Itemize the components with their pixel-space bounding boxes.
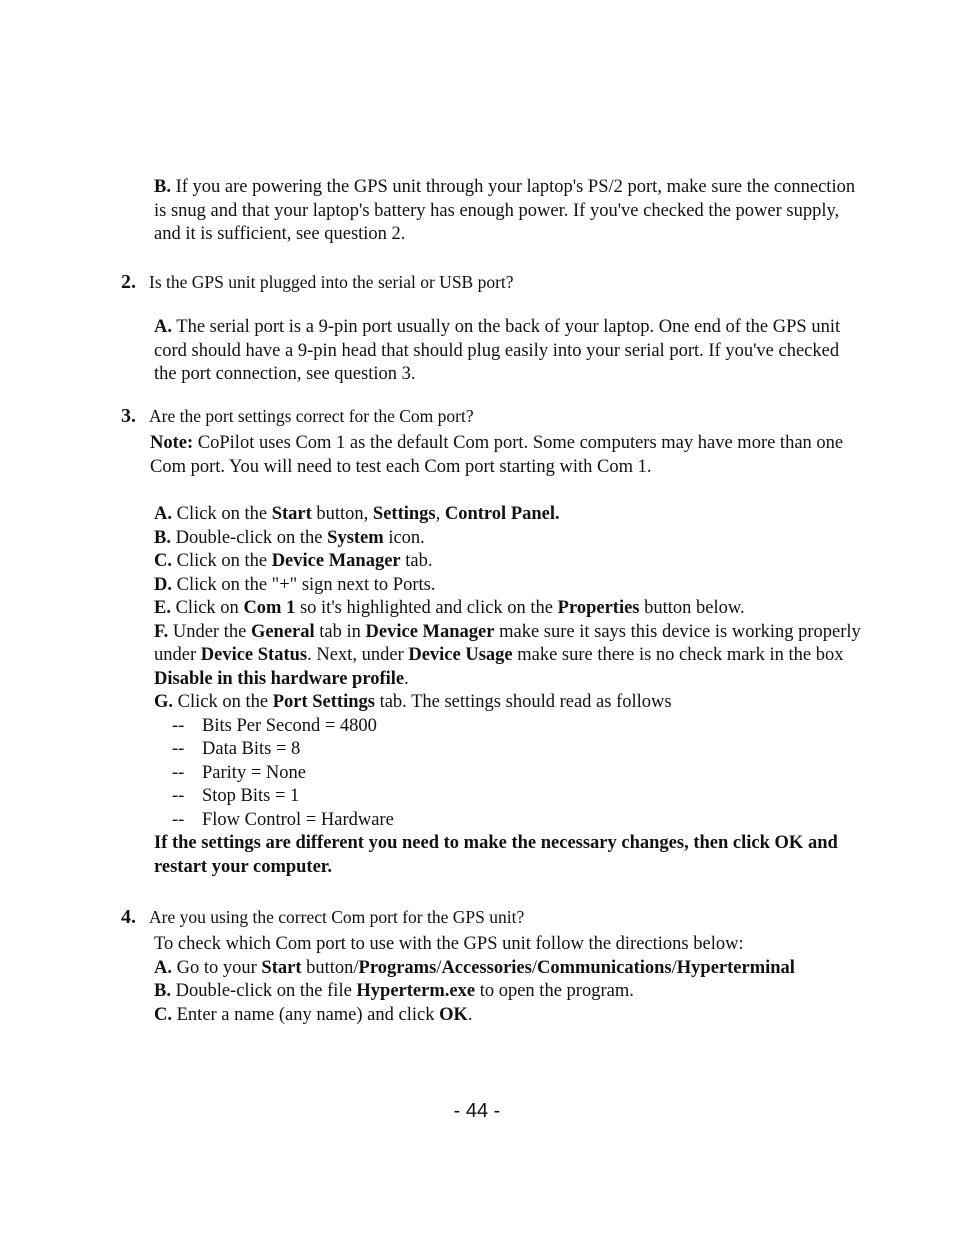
question-4-text: Are you using the correct Com port for the GPS unit?	[149, 907, 525, 927]
step-a: A. Click on the Start button, Settings, Control Panel.	[154, 504, 560, 524]
question-2-text: Is the GPS unit plugged into the serial or USB port?	[149, 272, 514, 292]
step-c: C. Click on the Device Manager tab.	[154, 551, 433, 571]
step-e: E. Click on Com 1 so it's highlighted and click on the Properties button below.	[154, 598, 745, 618]
question-3	[121, 405, 861, 430]
settings-list-item: -- Parity = None	[172, 762, 306, 783]
q4-step-a: A. Go to your Start button/Programs/Accessories/Communications/Hyperterminal	[154, 957, 795, 978]
question-2-answer	[154, 316, 864, 387]
settings-list	[154, 715, 864, 833]
question-4-steps	[154, 933, 864, 1027]
settings-list-item: -- Flow Control = Hardware	[172, 809, 394, 830]
step-g: G. Click on the Port Settings tab. The settings should read as follows	[154, 692, 672, 712]
question-2	[121, 271, 861, 296]
question-3-number: 3.	[121, 405, 136, 427]
question-3-text: Are the port settings correct for the Com port?	[149, 406, 474, 426]
q2-a-label: A.	[154, 317, 172, 337]
q4-step-b: B. Double-click on the file Hyperterm.exe to open the program.	[154, 981, 634, 1001]
q4-intro: To check which Com port to use with the GPS unit follow the directions below:	[154, 934, 744, 954]
step-f: F. Under the General tab in Device Manager make sure it says this device is working properly under Device Status. Next, under Device Usage make sure there is no check mark in the box Disable in this hardware profile.	[154, 621, 861, 689]
q3-note-text: CoPilot uses Com 1 as the default Com port. Some computers may have more than one Com port. You will need to test each Com port starting with Com 1.	[150, 433, 844, 477]
intro-paragraph	[154, 176, 864, 247]
settings-list-item: -- Stop Bits = 1	[172, 786, 300, 806]
settings-list-item: -- Data Bits = 8	[172, 739, 301, 759]
q2-a-text: The serial port is a 9-pin port usually on the back of your laptop. One end of the GPS unit cord should have a 9-pin head that should plug easily into your serial port. If you've checked the port connection, see question 3.	[154, 317, 841, 384]
page-number: - 44 -	[453, 1100, 501, 1122]
settings-list-item: -- Bits Per Second = 4800	[172, 715, 377, 736]
question-2-number: 2.	[121, 271, 136, 293]
step-d: D. Click on the "+" sign next to Ports.	[154, 574, 436, 595]
question-4-number: 4.	[121, 906, 136, 928]
q3-note-label: Note:	[150, 433, 194, 453]
intro-b-text: If you are powering the GPS unit through your laptop's PS/2 port, make sure the connection is snug and that your laptop's battery has enough power. If you've checked the power supply, and it is sufficient, see question 2.	[154, 177, 856, 244]
intro-b-label: B.	[154, 177, 171, 197]
settings-warning: If the settings are different you need to make the necessary changes, then click OK and restart your computer.	[154, 833, 838, 877]
q4-step-c: C. Enter a name (any name) and click OK.	[154, 1004, 473, 1025]
question-4	[121, 906, 861, 931]
question-3-steps	[154, 503, 864, 879]
question-3-note	[150, 432, 860, 479]
step-b: B. Double-click on the System icon.	[154, 527, 425, 548]
